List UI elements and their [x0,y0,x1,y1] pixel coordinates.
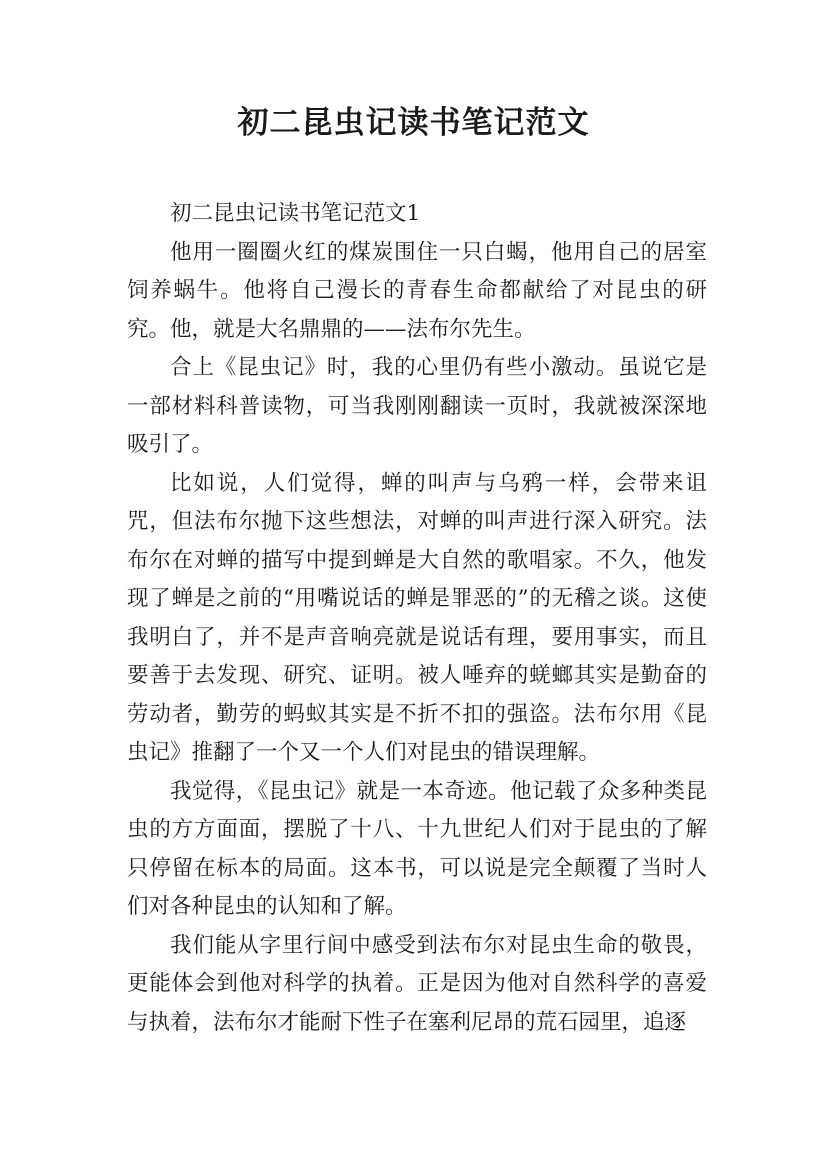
document-body [127,195,707,1042]
paragraph-3: 比如说，人们觉得，蝉的叫声与乌鸦一样，会带来诅咒，但法布尔抛下这些想法，对蝉的叫声进行深入研究。法布尔在对蝉的描写中提到蝉是大自然的歌唱家。不久，他发现了蝉是之前的“用嘴说话的蝉是罪恶的”的无稽之谈。这使我明白了，并不是声音响亮就是说话有理，要用事实，而且要善于去发现、研究、证明。被人唾弃的蜣螂其实是勤奋的劳动者，勤劳的蚂蚁其实是不折不扣的强盗。法布尔用《昆虫记》推翻了一个又一个人们对昆虫的错误理解。 [127,470,707,765]
document-title: 初二昆虫记读书笔记范文 [237,105,590,141]
paragraph-5: 我们能从字里行间中感受到法布尔对昆虫生命的敬畏，更能体会到他对科学的执着。正是因为他对自然科学的喜爱与执着，法布尔才能耐下性子在塞利尼昂的荒石园里，追逐 [127,932,707,1035]
paragraph-4: 我觉得，《昆虫记》就是一本奇迹。他记载了众多种类昆虫的方方面面，摆脱了十八、十九世纪人们对于昆虫的了解只停留在标本的局面。这本书，可以说是完全颠覆了当时人们对各种昆虫的认知和了解。 [127,778,707,919]
section-heading: 初二昆虫记读书笔记范文1 [170,201,421,226]
paragraph-1: 他用一圈圈火红的煤炭围住一只白蝎，他用自己的居室饲养蜗牛。他将自己漫长的青春生命都献给了对昆虫的研究。他，就是大名鼎鼎的——法布尔先生。 [127,239,707,342]
paragraph-2: 合上《昆虫记》时，我的心里仍有些小激动。虽说它是一部材料科普读物，可当我刚刚翻读一页时，我就被深深地吸引了。 [127,355,707,457]
